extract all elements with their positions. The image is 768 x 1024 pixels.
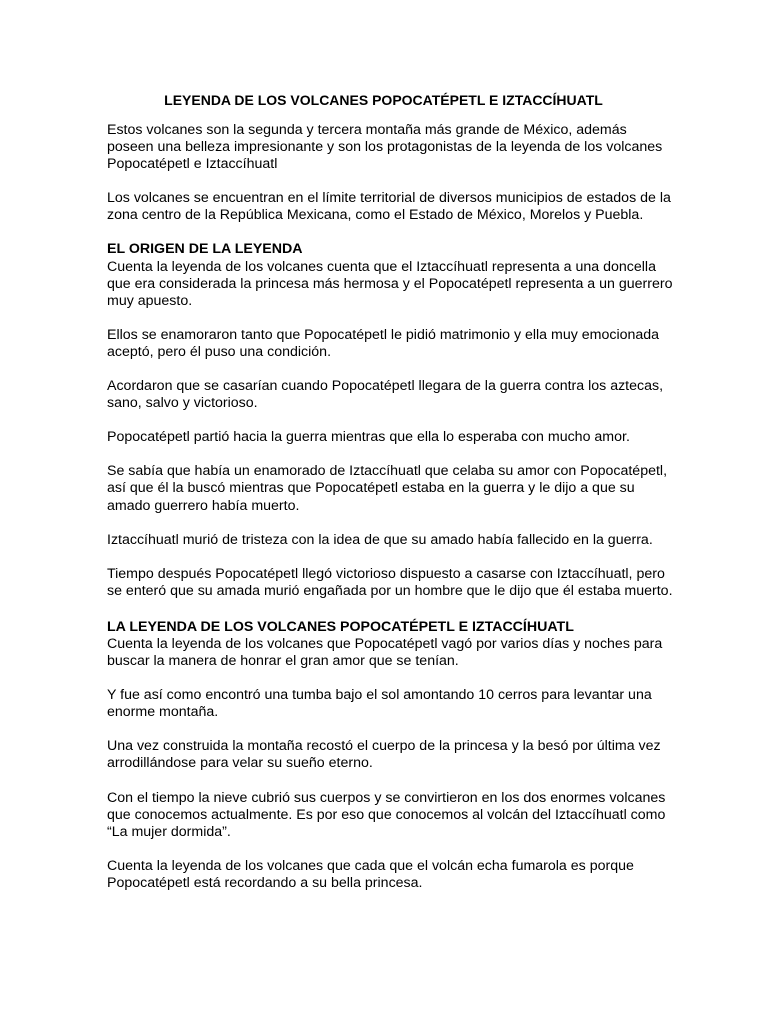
origin-paragraph-7: Tiempo después Popocatépetl llegó victorioso dispuesto a casarse con Iztaccíhuatl, pero se enteró que su amada murió engañada por un hombre que le dijo que él estaba muerto. bbox=[107, 565, 673, 599]
legend-paragraph-2: Y fue así como encontró una tumba bajo el sol amontando 10 cerros para levantar una enorme montaña. bbox=[107, 687, 652, 721]
origin-paragraph-6: Iztaccíhuatl murió de tristeza con la idea de que su amado había fallecido en la guerra. bbox=[107, 531, 653, 548]
origin-paragraph-3: Acordaron que se casarían cuando Popocatépetl llegara de la guerra contra los aztecas, sano, salvo y victorioso. bbox=[107, 378, 664, 412]
section-heading-legend: LA LEYENDA DE LOS VOLCANES POPOCATÉPETL E IZTACCÍHUATL bbox=[107, 618, 574, 635]
section-heading-origin: EL ORIGEN DE LA LEYENDA bbox=[107, 241, 303, 258]
legend-paragraph-1: Cuenta la leyenda de los volcanes que Popocatépetl vagó por varios días y noches para buscar la manera de honrar el gran amor que se tenían. bbox=[107, 635, 663, 670]
origin-paragraph-1: Cuenta la leyenda de los volcanes cuenta que el Iztaccíhuatl representa a una doncella que era considerada la princesa más hermosa y el Popocatépetl representa a un guerrero muy apuesto. bbox=[107, 258, 673, 309]
legend-paragraph-4: Con el tiempo la nieve cubrió sus cuerpos y se convirtieron en los dos enormes volcanes que conocemos actualmente. Es por eso que conocemos al volcán del Iztaccíhuatl como “La mujer dormida”. bbox=[107, 789, 666, 840]
origin-paragraph-2: Ellos se enamoraron tanto que Popocatépetl le pidió matrimonio y ella muy emocionada aceptó, pero él puso una condición. bbox=[107, 326, 660, 360]
intro-paragraph-2: Los volcanes se encuentran en el límite territorial de diversos municipios de estados de la zona centro de la República Mexicana, como el Estado de México, Morelos y Puebla. bbox=[107, 190, 671, 224]
intro-paragraph-1: Estos volcanes son la segunda y tercera montaña más grande de México, además poseen una belleza impresionante y son los protagonistas de la leyenda de los volcanes Popocatépetl e Iztaccíhuatl bbox=[107, 122, 663, 173]
origin-paragraph-4: Popocatépetl partió hacia la guerra mientras que ella lo esperaba con mucho amor. bbox=[107, 429, 630, 446]
legend-paragraph-3: Una vez construida la montaña recostó el cuerpo de la princesa y la besó por última vez arrodillándose para velar su sueño eterno. bbox=[107, 738, 661, 772]
legend-paragraph-5: Cuenta la leyenda de los volcanes que cada que el volcán echa fumarola es porque Popocatépetl está recordando a su bella princesa. bbox=[107, 857, 634, 891]
document-title: LEYENDA DE LOS VOLCANES POPOCATÉPETL E IZTACCÍHUATL bbox=[164, 92, 603, 108]
origin-paragraph-5: Se sabía que había un enamorado de Iztaccíhuatl que celaba su amor con Popocatépetl, así que él la buscó mientras que Popocatépetl estaba en la guerra y le dijo a que su amado guerrero había muerto. bbox=[107, 463, 668, 514]
